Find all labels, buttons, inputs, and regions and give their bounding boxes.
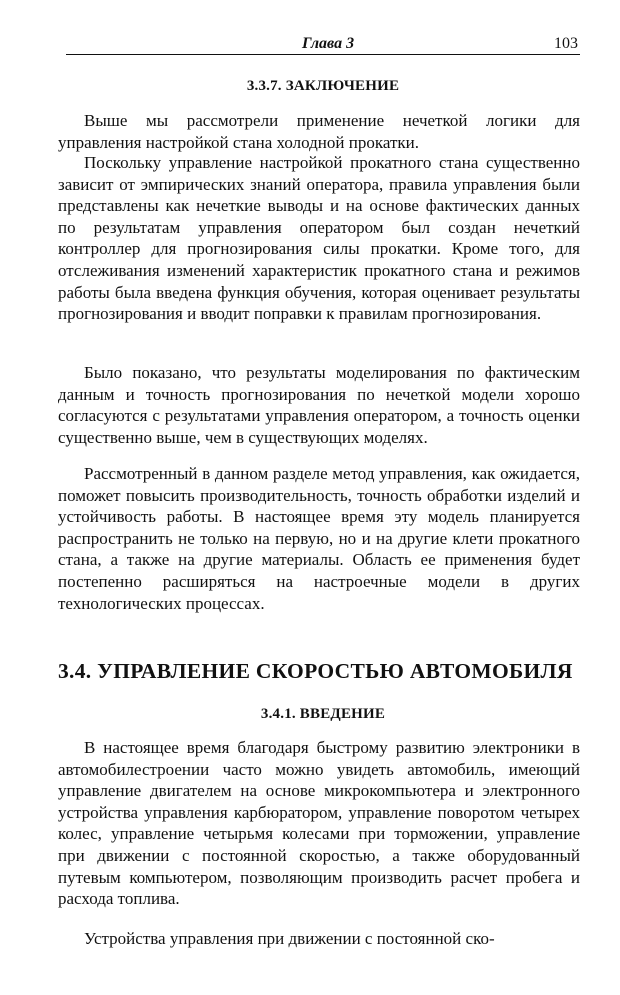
paragraph: В настоящее время благодаря быстрому развитию электроники в автомобилестроении часто можно увидеть автомобиль, имеющий управление двигателем на основе микрокомпьютера и электронного устройства управления карбюратором, управление поворотом четырех колес, управление четырьмя колесами при торможении, управление при движении с постоянной скоростью, а также оборудованный путевым компьютером, позволяющим производить расчет пробега и расхода топлива. xyxy=(58,738,580,909)
section-heading-introduction: 3.4.1. ВВЕДЕНИЕ xyxy=(260,706,386,722)
paragraph: Рассмотренный в данном разделе метод управления, как ожидается, поможет повысить производительность, точность обработки изделий и устойчивость работы. В настоящее время эту модель планируется распространить не только на первую, но и на другие клети прокатного стана, а также на другие материалы. Область ее применения будет постепенно расширяться на настроечные модели в других технологических процессах. xyxy=(58,464,580,613)
paragraph: Выше мы рассмотрели применение нечеткой логики для управления настройкой стана холодной прокатки. xyxy=(58,111,580,152)
page-number: 103 xyxy=(554,35,578,52)
running-header xyxy=(66,34,580,55)
section-heading-conclusion: 3.3.7. ЗАКЛЮЧЕНИЕ xyxy=(246,78,400,94)
paragraph: Устройства управления при движении с постоянной ско- xyxy=(84,929,495,948)
chapter-title: Глава 3 xyxy=(302,35,355,52)
section-title-car-speed: 3.4. УПРАВЛЕНИЕ СКОРОСТЬЮ АВТОМОБИЛЯ xyxy=(58,659,573,683)
paragraph: Поскольку управление настройкой прокатного стана существенно зависит от эмпирических знаний оператора, правила управления были представлены как нечеткие выводы и на основе фактических данных по результатам управления оператором был создан нечеткий контроллер для прогнозирования силы прокатки. Кроме того, для отслеживания изменений характеристик прокатного стана и режимов работы была введена функция обучения, которая оценивает результаты прогнозирования и вводит поправки к правилам прогнозирования. xyxy=(58,153,580,324)
paragraph: Было показано, что результаты моделирования по фактическим данным и точность прогнозирования по нечеткой модели хорошо согласуются с результатами управления оператором, а точность оценки существенно выше, чем в существующих моделях. xyxy=(58,363,580,447)
